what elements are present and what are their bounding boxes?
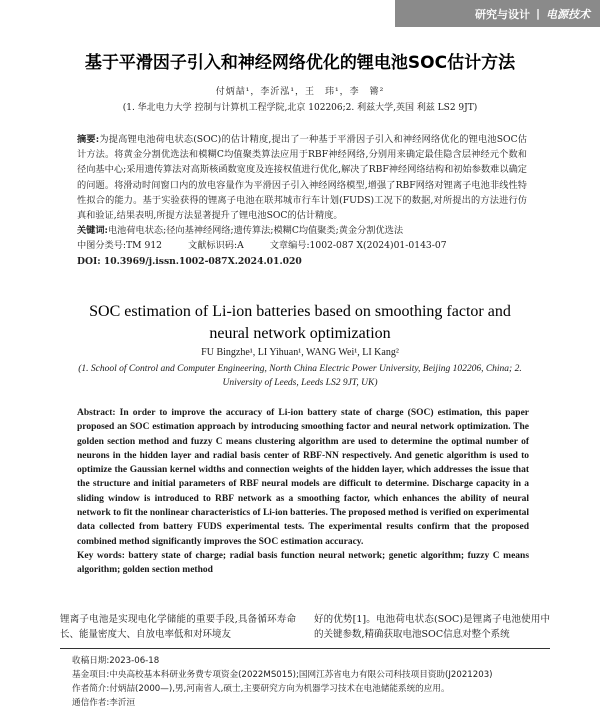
en-title: SOC estimation of Li-ion batteries based on smoothing factor and neural network optimization — [89, 303, 511, 342]
cn-abstract — [77, 132, 527, 223]
en-keywords-text: battery state of charge; radial basis function neural network; genetic algorithm; fuzzy C means algorithm; golden section method — [77, 550, 530, 576]
body-column-left: 锂离子电池是实现电化学储能的重要手段,具备循环寿命长、能量密度大、自放电率低和对环境友 — [60, 614, 296, 640]
document-code: 文献标识码:A — [188, 240, 244, 252]
doi: DOI: 10.3969/j.issn.1002-087X.2024.01.020 — [77, 255, 302, 267]
clc-number: 中图分类号:TM 912 — [77, 240, 163, 252]
en-keywords-label: Key words: — [77, 550, 125, 561]
en-affiliation: (1. School of Control and Computer Engineering, North China Electric Power University, Beijing 102206, China; 2. University of Leeds, Leeds LS2 9JT, UK) — [78, 364, 522, 388]
body-text — [60, 612, 550, 642]
body-column-right: 好的优势[1]。电池荷电状态(SOC)是锂离子电池使用中的关键参数,精确获取电池SOC信息对整个系统 — [314, 614, 550, 640]
cn-abstract-label: 摘要: — [77, 134, 100, 145]
footnotes — [72, 654, 552, 710]
en-abstract-text: In order to improve the accuracy of Li-ion battery state of charge (SOC) estimation, this paper proposed an SOC estimation approach by introducing smoothing factor and neural network optimization. The golden section method and fuzzy C means clustering algorithm are used to determine the optimal number of neurons in the hidden layer and radial basis center of RBF-NN respectively. And genetic algorithm is used to optimize the Gaussian kernel widths and connection weights of the hidden layer, which addresses the issue that the structure and initial parameters of RBF neural models are difficult to determine. Discharge capacity in a sliding window is introduced to RBF network as a smoothing factor, which enhances the ability of neural network to fit the nonlinear characteristics of Li-ion batteries. The proposed method is verified on experimental data collected from battery FUDS experimental tests. The experimental results confirm that the proposed combined method significantly improves the SOC estimation accuracy. — [77, 408, 529, 547]
cn-keywords — [77, 223, 527, 238]
cn-keywords-label: 关键词: — [77, 225, 108, 237]
en-keywords — [77, 549, 529, 578]
article-number: 文章编号:1002-087 X(2024)01-0143-07 — [269, 240, 447, 252]
received-date: 收稿日期:2023-06-18 — [72, 656, 160, 666]
header-separator: | — [535, 7, 540, 20]
fund-info: 基金项目:中央高校基本科研业务费专项资金(2022MS015);国网江苏省电力有限公司科技项目资助(J2021203) — [72, 670, 493, 680]
en-authors: FU Bingzhe¹, LI Yihuan¹, WANG Wei¹, LI Kang² — [201, 347, 399, 358]
cn-title: 基于平滑因子引入和神经网络优化的锂电池SOC估计方法 — [84, 53, 516, 73]
cn-abstract-text: 为提高锂电池荷电状态(SOC)的估计精度,提出了一种基于平滑因子引入和神经网络优化的锂电池SOC估计方法。将黄金分割优选法和模糊C均值聚类算法应用于RBF神经网络,分别用来确定最佳隐含层神经元个数和径向基中心;采用遗传算法对高斯核函数宽度及连接权值进行优化,解决了RBF神经网络结构和初始参数难以确定的问题。将滑动时间窗口内的放电容量作为平滑因子引入神经网络模型,增强了RBF网络对锂离子电池非线性特性拟合的能力。基于实验获得的锂离子电池在联邦城市行车计划(FUDS)工况下的数据,对所提出的方法进行仿真和验证,结果表明,所提方法显著提升了锂电池SOC的估计精度。 — [77, 134, 527, 222]
author-bio: 作者简介:付炳喆(2000—),男,河南省人,硕士,主要研究方向为机器学习技术在电池储能系统的应用。 — [72, 684, 450, 694]
cn-keywords-text: 电池荷电状态;径向基神经网络;遗传算法;模糊C均值聚类;黄金分割优选法 — [107, 225, 404, 237]
cn-authors: 付炳喆¹，李沂泓¹，王 玮¹，李 锵² — [215, 87, 385, 97]
journal-header-bar — [395, 0, 600, 27]
section-label: 研究与设计 — [474, 7, 530, 21]
cn-classification-row — [77, 238, 527, 253]
en-abstract — [77, 406, 529, 549]
journal-name: 电源技术 — [546, 7, 590, 21]
en-abstract-label: Abstract: — [77, 408, 116, 418]
cn-affiliation: (1. 华北电力大学 控制与计算机工程学院,北京 102206;2. 利兹大学,英国 利兹 LS2 9JT) — [122, 103, 478, 113]
corresponding-author: 通信作者:李沂洹 — [72, 698, 136, 708]
footnote-divider — [60, 648, 550, 649]
en-abstract-block — [77, 406, 529, 578]
cn-abstract-block — [77, 132, 527, 269]
